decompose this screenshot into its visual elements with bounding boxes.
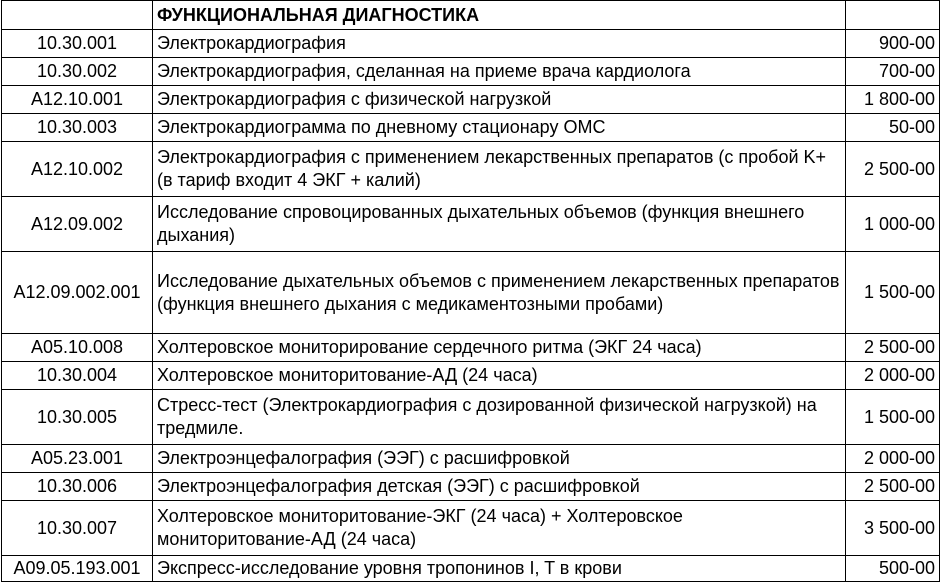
service-price: 2 500-00 [846,142,940,197]
table-row [2,58,940,86]
service-code: A12.09.002.001 [2,252,153,334]
service-name: Исследование дыхательных объемов с применением лекарственных препаратов (функция внешнего дыхания с медикаментозными пробами) [153,252,846,334]
service-name: Электроэнцефалография (ЭЭГ) с расшифровкой [153,445,846,473]
service-code: 10.30.002 [2,58,153,86]
section-header-row [2,1,940,30]
table-row [2,114,940,142]
table-row [2,556,940,582]
service-name: Электрокардиография с физической нагрузкой [153,86,846,114]
service-price: 1 800-00 [846,86,940,114]
service-code: A12.10.002 [2,142,153,197]
table-row [2,30,940,58]
service-code: A12.10.001 [2,86,153,114]
service-price: 1 500-00 [846,390,940,445]
service-name: Исследование спровоцированных дыхательных объемов (функция внешнего дыхания) [153,197,846,252]
service-code: 10.30.004 [2,362,153,390]
table-row [2,473,940,501]
service-name: Холтеровское мониторитование-АД (24 часа) [153,362,846,390]
service-name: Экспресс-исследование уровня тропонинов I, T в крови [153,556,846,582]
service-price: 2 500-00 [846,334,940,362]
table-row [2,86,940,114]
table-row [2,252,940,334]
service-name: Электроэнцефалография детская (ЭЭГ) с расшифровкой [153,473,846,501]
service-name: Электрокардиография [153,30,846,58]
service-name: Электрокардиография с применением лекарственных препаратов (с пробой K+ (в тариф входит 4 ЭКГ + калий) [153,142,846,197]
table-row [2,142,940,197]
service-code: 10.30.007 [2,501,153,556]
table-row [2,390,940,445]
service-price: 1 000-00 [846,197,940,252]
header-code-cell [2,1,153,30]
service-price: 500-00 [846,556,940,582]
service-price: 2 500-00 [846,473,940,501]
service-price: 2 000-00 [846,445,940,473]
service-price: 700-00 [846,58,940,86]
header-price-cell [846,1,940,30]
service-price: 3 500-00 [846,501,940,556]
service-price: 50-00 [846,114,940,142]
service-code: A05.10.008 [2,334,153,362]
section-title: ФУНКЦИОНАЛЬНАЯ ДИАГНОСТИКА [153,1,846,30]
service-name: Стресс-тест (Электрокардиография с дозированной физической нагрузкой) на тредмиле. [153,390,846,445]
service-code: 10.30.003 [2,114,153,142]
service-name: Холтеровское мониторирование сердечного ритма (ЭКГ 24 часа) [153,334,846,362]
service-price: 2 000-00 [846,362,940,390]
table-row [2,445,940,473]
service-price: 1 500-00 [846,252,940,334]
table-row [2,334,940,362]
service-code: 10.30.001 [2,30,153,58]
service-code: A05.23.001 [2,445,153,473]
service-code: A09.05.193.001 [2,556,153,582]
table-row [2,501,940,556]
service-name: Холтеровское мониторитование-ЭКГ (24 часа) + Холтеровское мониторитование-АД (24 часа) [153,501,846,556]
service-price: 900-00 [846,30,940,58]
table-row [2,197,940,252]
price-list-table [1,0,940,582]
table-row [2,362,940,390]
service-code: 10.30.006 [2,473,153,501]
service-code: A12.09.002 [2,197,153,252]
service-name: Электрокардиограмма по дневному стационару ОМС [153,114,846,142]
service-name: Электрокардиография, сделанная на приеме врача кардиолога [153,58,846,86]
service-code: 10.30.005 [2,390,153,445]
